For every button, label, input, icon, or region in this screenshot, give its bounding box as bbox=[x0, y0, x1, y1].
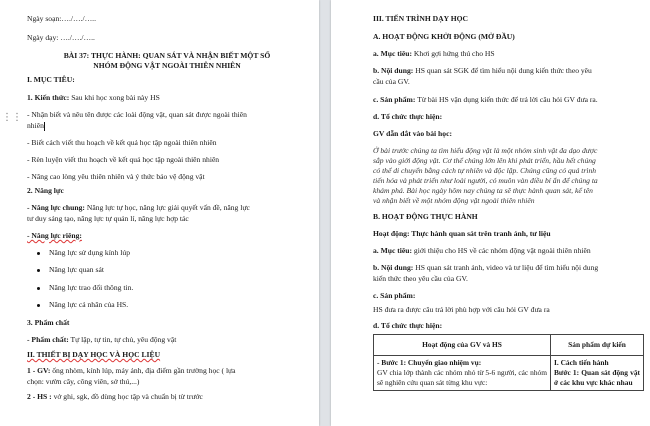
practice-objective-label: a. Mục tiêu: bbox=[373, 246, 413, 255]
practice-content-text: HS quan sát tranh ảnh, video và tư liệu để tìm hiểu nội dung bbox=[413, 263, 599, 272]
lesson-title-line-2: NHÓM ĐỘNG VẬT NGOÀI THIÊN NHIÊN bbox=[93, 61, 241, 70]
start-content-cont: cầu của GV. bbox=[373, 77, 410, 86]
general-competency-line bbox=[27, 203, 307, 213]
text-cursor bbox=[44, 122, 45, 131]
start-content-text: HS quan sát SGK để tìm hiểu nội dung kiến thức theo yêu bbox=[413, 66, 592, 75]
start-content-label: b. Nội dung: bbox=[373, 66, 414, 75]
intro-paragraph-line: có thể di chuyển bằng cách tự nhiên và độc lập. Chúng cũng có quá trình bbox=[373, 166, 597, 175]
teacher-equipment-text: ống nhòm, kính lúp, máy ảnh, địa điểm gần trường học ( lựa bbox=[50, 366, 236, 375]
section-equipment-text: II. THIẾT BỊ DẠY HỌC VÀ HỌC LIỆU bbox=[27, 350, 161, 359]
section-procedure: III. TIẾN TRÌNH DẠY HỌC bbox=[373, 14, 469, 23]
list-item-text: Năng lực trao đổi thông tin. bbox=[49, 283, 134, 292]
step-label: - Bước 1: Chuyển giao nhiệm vụ: bbox=[377, 358, 482, 367]
start-organization: d. Tổ chức thực hiện: bbox=[373, 112, 443, 121]
student-equipment-line bbox=[27, 392, 307, 402]
activity-practice-heading: B. HOẠT ĐỘNG THỰC HÀNH bbox=[373, 212, 478, 221]
practice-content-cont: kiến thức theo yêu cầu của GV. bbox=[373, 274, 468, 283]
right-page bbox=[331, 0, 650, 426]
table-header-cell: Sản phẩm dự kiến bbox=[551, 335, 644, 356]
date-prepared: Ngày soạn:…./…./….. bbox=[27, 14, 96, 23]
start-objective-label: a. Mục tiêu: bbox=[373, 49, 413, 58]
practice-content-label: b. Nội dung: bbox=[373, 263, 414, 272]
table-row bbox=[374, 356, 644, 391]
general-competency-text: Năng lực tự học, năng lực giải quyết vấn đề, năng lực bbox=[84, 203, 250, 212]
intro-paragraph-line: sắp vào giới động vật. Cơ thể chúng lớn lên khi phát triển, hầu hết chúng bbox=[373, 156, 596, 165]
knowledge-line bbox=[27, 93, 307, 103]
bullet-icon bbox=[37, 287, 40, 290]
practice-product-text: HS đưa ra được câu trả lời phù hợp với câu hỏi GV đưa ra bbox=[373, 305, 550, 314]
list-item bbox=[37, 283, 307, 293]
general-competency-cont: tư duy sáng tạo, năng lực tự quản lí, năng lực hợp tác bbox=[27, 214, 189, 223]
practice-product-label: c. Sản phẩm: bbox=[373, 291, 416, 300]
list-item-text: Năng lực quan sát bbox=[49, 265, 104, 274]
activity-table bbox=[373, 334, 644, 391]
knowledge-item-1: - Nhận biết và nêu tên được các loài động vật, quan sát được ngoài thiên bbox=[27, 110, 247, 119]
left-page bbox=[0, 0, 319, 426]
knowledge-item-4: - Nâng cao lòng yêu thiên nhiên và ý thức bảo vệ động vật bbox=[27, 172, 205, 181]
list-item bbox=[37, 248, 307, 258]
drag-handle-icon[interactable]: ⋮⋮ bbox=[2, 112, 22, 123]
practice-content bbox=[373, 263, 642, 273]
table-header-cell: Hoạt động của GV và HS bbox=[374, 335, 551, 356]
start-objective-text: Khơi gợi hứng thú cho HS bbox=[412, 49, 495, 58]
bullet-icon bbox=[37, 304, 40, 307]
section-competency: 2. Năng lực bbox=[27, 186, 64, 195]
section-qualities: 3. Phẩm chất bbox=[27, 318, 70, 327]
knowledge-item-2: - Biết cách viết thu hoạch về kết quả học tập ngoài thiên nhiên bbox=[27, 138, 217, 147]
practice-objective bbox=[373, 246, 642, 256]
method-label: I. Cách tiến hành bbox=[554, 358, 609, 367]
intro-paragraph-line: khám phá. Bài học ngày hôm nay chúng ta sẽ thực hành quan sát, kể tên bbox=[373, 186, 593, 195]
knowledge-item-1-cont-text: nhiên bbox=[27, 121, 44, 130]
teacher-intro-heading: GV dẫn dắt vào bài học: bbox=[373, 129, 452, 138]
table-cell bbox=[551, 356, 644, 391]
start-product-text: Từ bài HS vận dụng kiến thức để trả lời câu hỏi GV đưa ra. bbox=[415, 95, 598, 104]
lesson-title-line-1: BÀI 37: THỰC HÀNH: QUAN SÁT VÀ NHẬN BIẾT MỘT SỐ bbox=[63, 51, 271, 60]
date-taught: Ngày dạy: …./…./….. bbox=[27, 33, 95, 42]
start-objective bbox=[373, 49, 642, 59]
student-equipment-label: 2 - HS : bbox=[27, 392, 52, 401]
specific-competency-label bbox=[27, 231, 307, 241]
table-cell bbox=[374, 356, 551, 391]
section-equipment bbox=[27, 350, 307, 360]
intro-paragraph-line: tiến hóa và phát triển như loài người, có muôn vàn điều bí ẩn để chúng ta bbox=[373, 176, 598, 185]
knowledge-item-3: - Rèn luyện viết thu hoạch về kết quả học tập ngoài thiên nhiên bbox=[27, 155, 220, 164]
intro-paragraph-line: Ở bài trước chúng ta tìm hiểu động vật là một nhóm sinh vật đa dạo được bbox=[373, 146, 598, 155]
specific-competency-label-text: - Năng lực riêng: bbox=[27, 231, 82, 240]
method-text: Bước 1: Quan sát động vật ở các khu vực khác nhau bbox=[554, 368, 640, 387]
list-item bbox=[37, 300, 307, 310]
student-equipment-text: vở ghi, sgk, đồ dùng học tập và chuẩn bị từ trước bbox=[51, 392, 203, 401]
knowledge-item-1-cont[interactable] bbox=[27, 121, 307, 131]
qualities-line bbox=[27, 335, 307, 345]
section-objectives: I. MỤC TIÊU: bbox=[27, 75, 75, 84]
step-text: GV chia lớp thành các nhóm nhỏ từ 5-6 người, các nhóm sẽ nghiên cứu quan sát từng khu vực: bbox=[377, 368, 547, 387]
teacher-equipment-cont: chọn: vườn cây, công viên, sở thú,...) bbox=[27, 377, 140, 386]
activity-start-heading: A. HOẠT ĐỘNG KHỞI ĐỘNG (MỞ ĐẦU) bbox=[373, 32, 515, 41]
table-header-row bbox=[374, 335, 644, 356]
knowledge-label: 1. Kiến thức: bbox=[27, 93, 70, 102]
start-product-label: c. Sản phẩm: bbox=[373, 95, 416, 104]
teacher-equipment-label: 1 - GV: bbox=[27, 366, 51, 375]
bullet-icon bbox=[37, 269, 40, 272]
general-competency-label: - Năng lực chung: bbox=[27, 203, 85, 212]
practice-activity-title: Hoạt động: Thực hành quan sát trên tranh ảnh, tư liệu bbox=[373, 229, 551, 238]
practice-objective-text: giới thiệu cho HS về các nhóm động vật ngoài thiên nhiên bbox=[412, 246, 591, 255]
list-item bbox=[37, 265, 307, 275]
teacher-equipment-line bbox=[27, 366, 307, 376]
list-item-text: Năng lực sử dụng kính lúp bbox=[49, 248, 130, 257]
start-content bbox=[373, 66, 642, 76]
knowledge-text: Sau khi học xong bài này HS bbox=[69, 93, 160, 102]
qualities-label: - Phẩm chất: bbox=[27, 335, 69, 344]
qualities-text: Tự lập, tự tin, tự chủ, yêu động vật bbox=[68, 335, 177, 344]
start-product bbox=[373, 95, 642, 105]
bullet-icon bbox=[37, 252, 40, 255]
list-item-text: Năng lực cá nhân của HS. bbox=[49, 300, 129, 309]
intro-paragraph-line: và nhận biết về một nhóm động vật ngoài thiên nhiên bbox=[373, 196, 535, 205]
practice-organization: d. Tổ chức thực hiện: bbox=[373, 321, 443, 330]
